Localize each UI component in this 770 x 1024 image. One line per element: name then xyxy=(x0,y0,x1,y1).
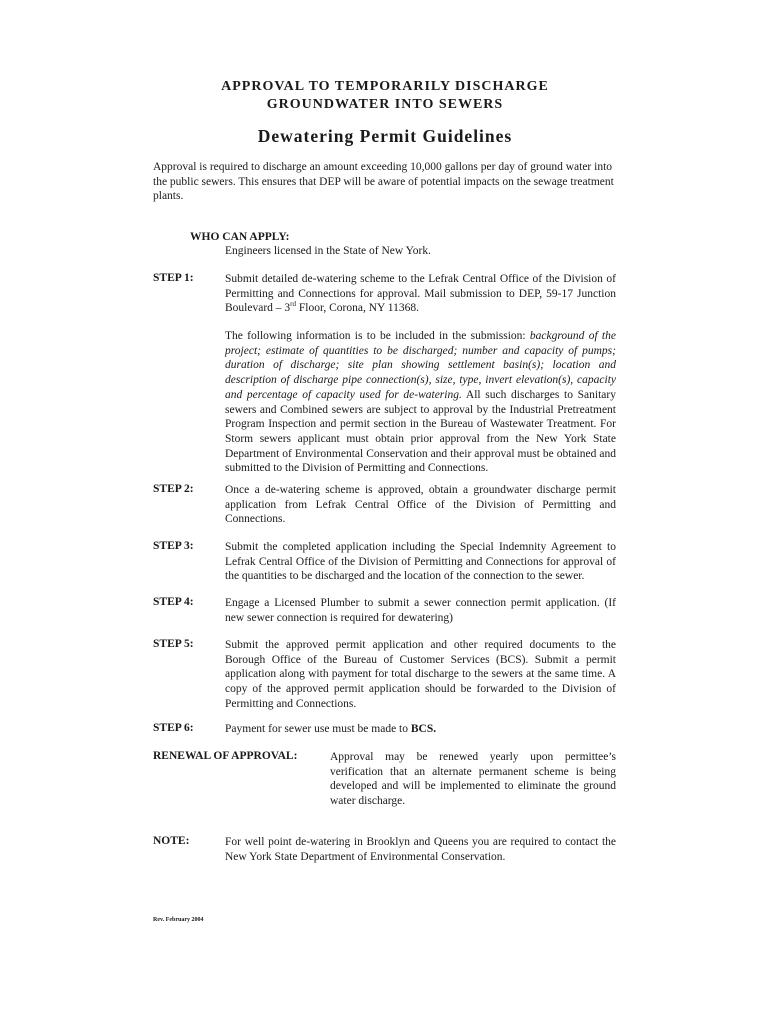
main-title-line-2: GROUNDWATER INTO SEWERS xyxy=(266,97,504,112)
who-can-apply-text: Engineers licensed in the State of New York. xyxy=(225,245,432,257)
document-subtitle: Dewatering Permit Guidelines xyxy=(257,126,513,146)
step-1-paragraph-2 xyxy=(225,329,616,476)
step-6-text xyxy=(225,722,616,737)
step-1-info-rest: All such discharges to Sanitary sewers and Combined sewers are subject to approval by the Industrial Pretreatment Program Inspection and permit section in the Bureau of Wastewater Treatment. For Storm sewers applicant must obtain prior approval from the New York State Department of Environmental Conservation and their approval must be obtained and submitted to the Division of Permitting and Connections. xyxy=(225,388,616,475)
step-1-info-items: background of the project; estimate of quantities to be discharged; number and capacity of pumps; duration of discharge; site plan showing settlement basin(s); location and description of discharge pipe connection(s), size, type, invert elevation(s), capacity and percentage of capacity used for de-watering. xyxy=(225,330,616,401)
intro-paragraph: Approval is required to discharge an amount exceeding 10,000 gallons per day of ground water into the public sewers. This ensures that DEP will be aware of potential impacts on the sewage treatment plants. xyxy=(153,161,614,203)
step-5-label: STEP 5: xyxy=(153,638,194,650)
step-2-text: Once a de-watering scheme is approved, obtain a groundwater discharge permit application from Lefrak Central Office of the Division of Permitting and Connections. xyxy=(225,484,616,526)
step-6-bcs: BCS. xyxy=(410,723,437,735)
step-1-text-a: Submit detailed de-watering scheme to the Lefrak Central Office of the Division of Permitting and Connections for approval. Mail submission to DEP, 59-17 Junction Boulevard – 3 xyxy=(225,273,616,315)
step-1-label: STEP 1: xyxy=(153,272,194,284)
note-text: For well point de-watering in Brooklyn and Queens you are required to contact the New York State Department of Environmental Conservation. xyxy=(225,836,616,863)
step-1-paragraph-1 xyxy=(225,272,616,316)
step-1-text-b: Floor, Corona, NY 11368. xyxy=(296,302,419,315)
revision-footer: Rev. February 2004 xyxy=(153,917,204,923)
renewal-label: RENEWAL OF APPROVAL: xyxy=(153,750,298,762)
note-label: NOTE: xyxy=(153,835,190,847)
step-6-text-lead: Payment for sewer use must be made to xyxy=(225,723,411,735)
step-4-text: Engage a Licensed Plumber to submit a sewer connection permit application. (If new sewer connection is required for dewatering) xyxy=(225,597,616,624)
renewal-text: Approval may be renewed yearly upon permittee’s verification that an alternate permanent scheme is being developed and will be implemented to eliminate the ground water discharge. xyxy=(330,751,616,808)
main-title-line-1: APPROVAL TO TEMPORARILY DISCHARGE xyxy=(221,79,549,94)
step-1-superscript: rd xyxy=(290,300,296,309)
step-6-label: STEP 6: xyxy=(153,722,194,734)
step-4-label: STEP 4: xyxy=(153,596,194,608)
step-5-text: Submit the approved permit application and other required documents to the Borough Office of the Bureau of Customer Services (BCS). Submit a permit application along with payment for total discharge to the sewers at the same time. A copy of the approved permit application should be forwarded to the Division of Permitting and Connections. xyxy=(225,639,616,710)
step-3-text: Submit the completed application including the Special Indemnity Agreement to Lefrak Central Office of the Division of Permitting and Connections for approval of the quantities to be discharged and the location of the connection to the sewer. xyxy=(225,541,616,583)
step-3-label: STEP 3: xyxy=(153,540,194,552)
step-2-label: STEP 2: xyxy=(153,483,194,495)
who-can-apply-label: WHO CAN APPLY: xyxy=(190,231,290,243)
step-1-info-lead: The following information is to be included in the submission: xyxy=(225,330,530,342)
